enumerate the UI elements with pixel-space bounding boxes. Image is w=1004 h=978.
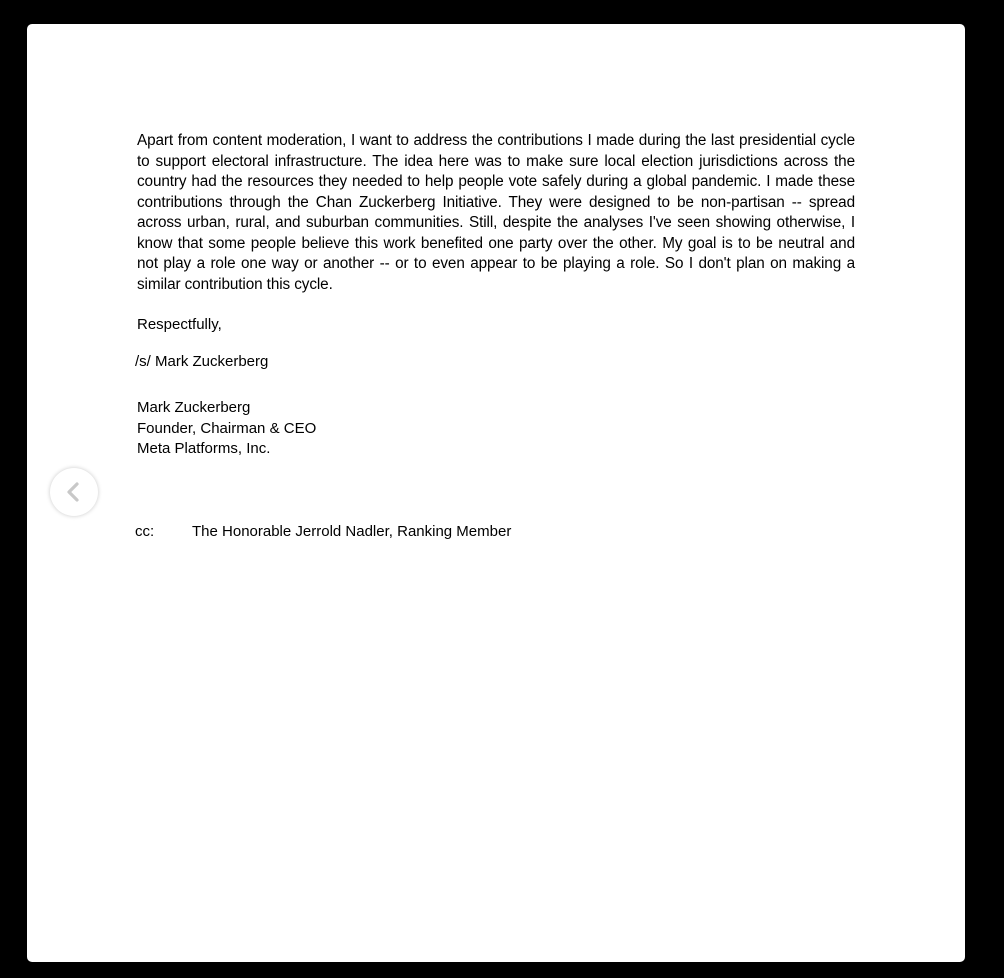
signer-company: Meta Platforms, Inc. <box>137 440 271 457</box>
cc-label: cc: <box>135 523 155 540</box>
letter-closing: Respectfully, <box>137 316 222 333</box>
cc-line <box>135 522 511 543</box>
letter-body-paragraph: Apart from content moderation, I want to address the contributions I made during the last presidential cycle to support electoral infrastructure. The idea here was to make sure local election jurisdictions across the country had the resources they needed to help people vote safely during a global pandemic. I made these contributions through the Chan Zuckerberg Initiative. They were designed to be non-partisan -- spread across urban, rural, and suburban communities. Still, despite the analyses I've seen showing otherwise, I know that some people believe this work benefited one party over the other. My goal is to be neutral and not play a role one way or another -- or to even appear to be playing a role. So I don't plan on making a similar contribution this cycle. <box>137 132 855 293</box>
signer-title: Founder, Chairman & CEO <box>137 419 317 437</box>
signature-block <box>137 398 316 460</box>
document-page <box>27 24 965 962</box>
cc-recipient: The Honorable Jerrold Nadler, Ranking Member <box>192 523 512 540</box>
chevron-left-icon <box>63 481 85 503</box>
letter-signature: /s/ Mark Zuckerberg <box>135 353 269 370</box>
signer-name: Mark Zuckerberg <box>137 399 251 416</box>
previous-image-button[interactable] <box>50 468 98 516</box>
